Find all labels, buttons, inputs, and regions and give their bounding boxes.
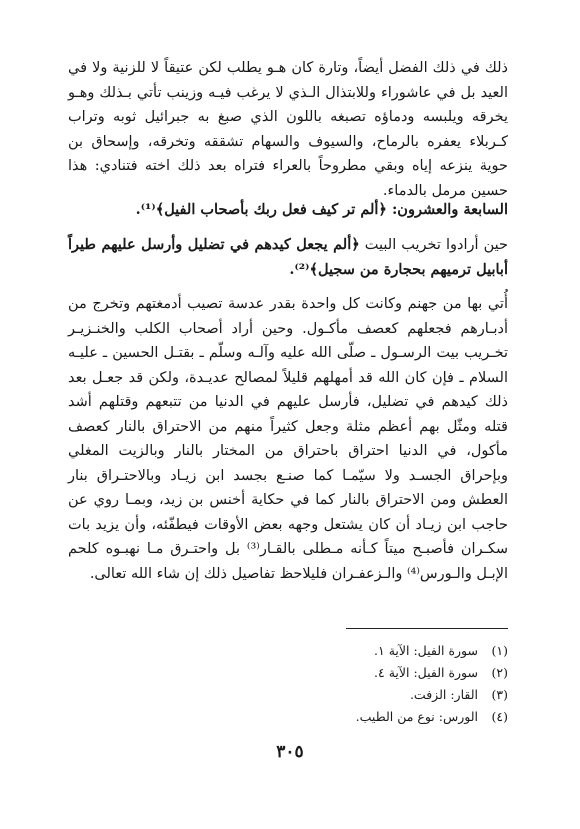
footnote-number: (٣) xyxy=(491,687,508,702)
paragraph-2 xyxy=(68,233,508,282)
footnote-number: (١) xyxy=(491,643,508,658)
footnote-text: القار: الزفت. xyxy=(409,687,478,702)
paragraph-1-text: ذلك في ذلك الفضل أيضاً، وتارة كان هـو يطلب لكن عتيقاً لا للزنية ولا في العيد بل في عاشوراء وللابتذال الـذي لا يرغب فيـه وزينب تأتي بـذلك وهـو يخرقه ويلبسه ودماؤه تصبغه باللون الذي صبغ به جبرائيل ثوبه وتراب كـربلاء يعفره بالرماح، والسيوف والسهام تشققه وتخرقه، وإسحاق بن حوية ينزعه إياه وبقي مطروحاً بالعراء فتراه بعد ذلك اخته فتنادي: هذا حسين مرمل بالدماء. xyxy=(68,60,508,199)
section-heading-text: السابعة والعشرون: ﴿ألم تر كيف فعل ربك بأصحاب الفيل﴾⁽¹⁾. xyxy=(135,201,508,218)
footnote-text: الورس: نوع من الطيب. xyxy=(355,709,478,724)
footnote-text: سورة الفيل: الآية ١. xyxy=(374,643,478,658)
footnote-item xyxy=(68,684,508,706)
paragraph-3-text: أُتي بها من جهنم وكانت كل واحدة بقدر عدسة تصيب أدمغتهم وتخرج من أدبـارهم فجعلهم كعصف مأكـول. وحين أراد أصحاب الكلب والخنـزيـر تخـريب بيت الرسـول ـ صلّى الله عليه وآلـه وسلّم ـ بقتـل الحسين ـ عليـه السلام ـ فإن كان الله قد أمهلهم قليلاً لمصالح عديـدة، ولكن قد جعـل بعد ذلك كيدهم في تضليل، فأرسل عليهم في الدنيا من تتبعهم وقتلهم أشد قتله ومثّل بهم أعظم مثلة وجعل كثيراً منهم من الاحتراق بالنار كعصف مأكول، في الدنيا احتراق باحتراق من المختار بالنار وبالزيت المغلي وبإحراق الجسـد ولا سيّمـا كما صنـع بجسد ابن زيـاد وبالاحتـراق بنار العطش ومن الاحتراق بالنار كما في حكاية أخنس بن زيد، وبمـا روي عن حاجب ابن زيـاد أن كان يشتعل وجهه بعض الأوقات فيطفّئه، وأن يزيد بات سكـران فأصبـح ميتاً كـأنه مـطلى بالقـار⁽³⁾ بل واحتـرق مـا نهبـوه كلحم الإبـل والـورس⁽⁴⁾ والـزعفـران فليلاحظ تفاصيل ذلك إن شاء الله تعالى. xyxy=(68,296,508,582)
footnote-divider xyxy=(346,628,508,629)
paragraph-1 xyxy=(68,56,508,203)
section-heading xyxy=(68,198,508,223)
footnote-item xyxy=(68,706,508,728)
paragraph-3 xyxy=(68,292,508,586)
footnote-item xyxy=(68,640,508,662)
page-number: ٣٠٥ xyxy=(276,742,304,762)
footnote-number: (٤) xyxy=(491,709,508,724)
paragraph-2-body xyxy=(68,233,508,282)
footnote-item xyxy=(68,662,508,684)
quran-quote: ﴿ألم يجعل كيدهم في تضليل وأرسل عليهم طيراً أبابيل ترميهم بحجارة من سجيل﴾⁽²⁾. xyxy=(68,236,508,278)
paragraph-2-intro: حين أرادوا تخريب البيت xyxy=(364,237,508,253)
footnote-number: (٢) xyxy=(491,665,508,680)
footnote-text: سورة الفيل: الآية ٤. xyxy=(374,665,478,680)
footnotes xyxy=(68,640,508,728)
